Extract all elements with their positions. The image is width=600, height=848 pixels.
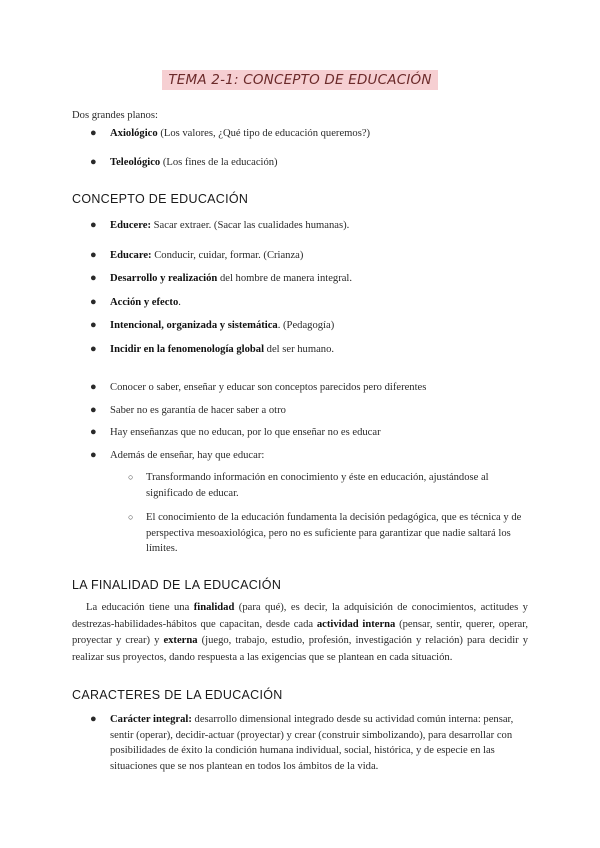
bullet-icon: ● <box>90 713 97 725</box>
finalidad-paragraph: La educación tiene una finalidad (para qué), es decir, la adquisición de conocimientos, actitudes y destrezas-habilidades-hábitos que capacitan, desde cada actividad interna (pensar, sentir, querer, operar, proyectar y crear) y externa (juego, trabajo, estudio, profesión, investigación y relación) para decidir y realizar sus proyectos, dando respuesta a las exigencias que se plantean en cada situación. <box>72 602 528 663</box>
bullet-icon: ● <box>90 127 97 139</box>
section-heading-finalidad: LA FINALIDAD DE LA EDUCACIÓN <box>72 578 282 592</box>
list-item: ● Incidir en la fenomenología global del ser humano. <box>110 342 550 358</box>
bullet-icon: ● <box>90 448 97 461</box>
list-item: ● Hay enseñanzas que no educan, por lo que enseñar no es educar <box>110 425 550 441</box>
planos-list <box>90 126 530 170</box>
intro-text: Dos grandes planos: <box>72 110 158 121</box>
bullet-icon: ● <box>90 272 97 284</box>
concepto-list <box>90 218 550 357</box>
document-title: TEMA 2-1: CONCEPTO DE EDUCACIÓN <box>162 70 437 90</box>
section-heading-concepto: CONCEPTO DE EDUCACIÓN <box>72 192 249 206</box>
list-item: ● Además de enseñar, hay que educar: <box>110 448 550 464</box>
list-item: ● Teleológico (Los fines de la educación) <box>110 155 530 171</box>
circle-bullet-icon: ○ <box>128 512 134 522</box>
list-item: ● Educere: Sacar extraer. (Sacar las cualidades humanas). <box>110 218 550 234</box>
bullet-icon: ● <box>90 155 97 168</box>
bullet-icon: ● <box>90 295 97 308</box>
list-item: ● Conocer o saber, enseñar y educar son conceptos parecidos pero diferentes <box>110 380 550 396</box>
list-item: ○ El conocimiento de la educación fundamenta la decisión pedagógica, que es técnica y de perspectiva mesoaxiológica, pero no es suficiente para garantizar que nadie saltará los límites. <box>128 512 522 554</box>
bullet-icon: ● <box>90 381 97 393</box>
list-item: ● Acción y efecto. <box>110 295 550 311</box>
section-heading-caracteres: CARACTERES DE LA EDUCACIÓN <box>72 688 283 702</box>
list-item: ● Desarrollo y realización del hombre de manera integral. <box>110 271 550 287</box>
list-item: ○ Transformando información en conocimiento y éste en educación, ajustándose al significado de educar. <box>128 472 489 499</box>
caracteres-list <box>90 712 530 774</box>
list-item: ● Intencional, organizada y sistemática. (Pedagogía) <box>110 318 550 334</box>
bullet-icon: ● <box>90 219 97 231</box>
bullet-icon: ● <box>90 319 97 331</box>
bullet-icon: ● <box>90 248 97 261</box>
list-item: ● Educare: Conducir, cuidar, formar. (Crianza) <box>110 248 550 264</box>
list-item: ● Axiológico (Los valores, ¿Qué tipo de educación queremos?) <box>110 126 530 142</box>
list-item: ● Saber no es garantía de hacer saber a otro <box>110 403 550 419</box>
bullet-icon: ● <box>90 403 97 416</box>
sub-list <box>128 470 536 557</box>
list-item: ● Carácter integral: desarrollo dimensional integrado desde su actividad común interna: pensar, sentir (operar), decidir-actuar (proyectar) y crear (construir simbolizando), para desarrollar con posibilidades de éxito la condición humana individual, social, histórica, y de especie en las situaciones que se nos plantean en todos los ámbitos de la vida. <box>90 713 514 772</box>
circle-bullet-icon: ○ <box>128 472 134 482</box>
bullet-icon: ● <box>90 342 97 355</box>
bullet-icon: ● <box>90 426 97 438</box>
otros-list <box>90 380 550 463</box>
